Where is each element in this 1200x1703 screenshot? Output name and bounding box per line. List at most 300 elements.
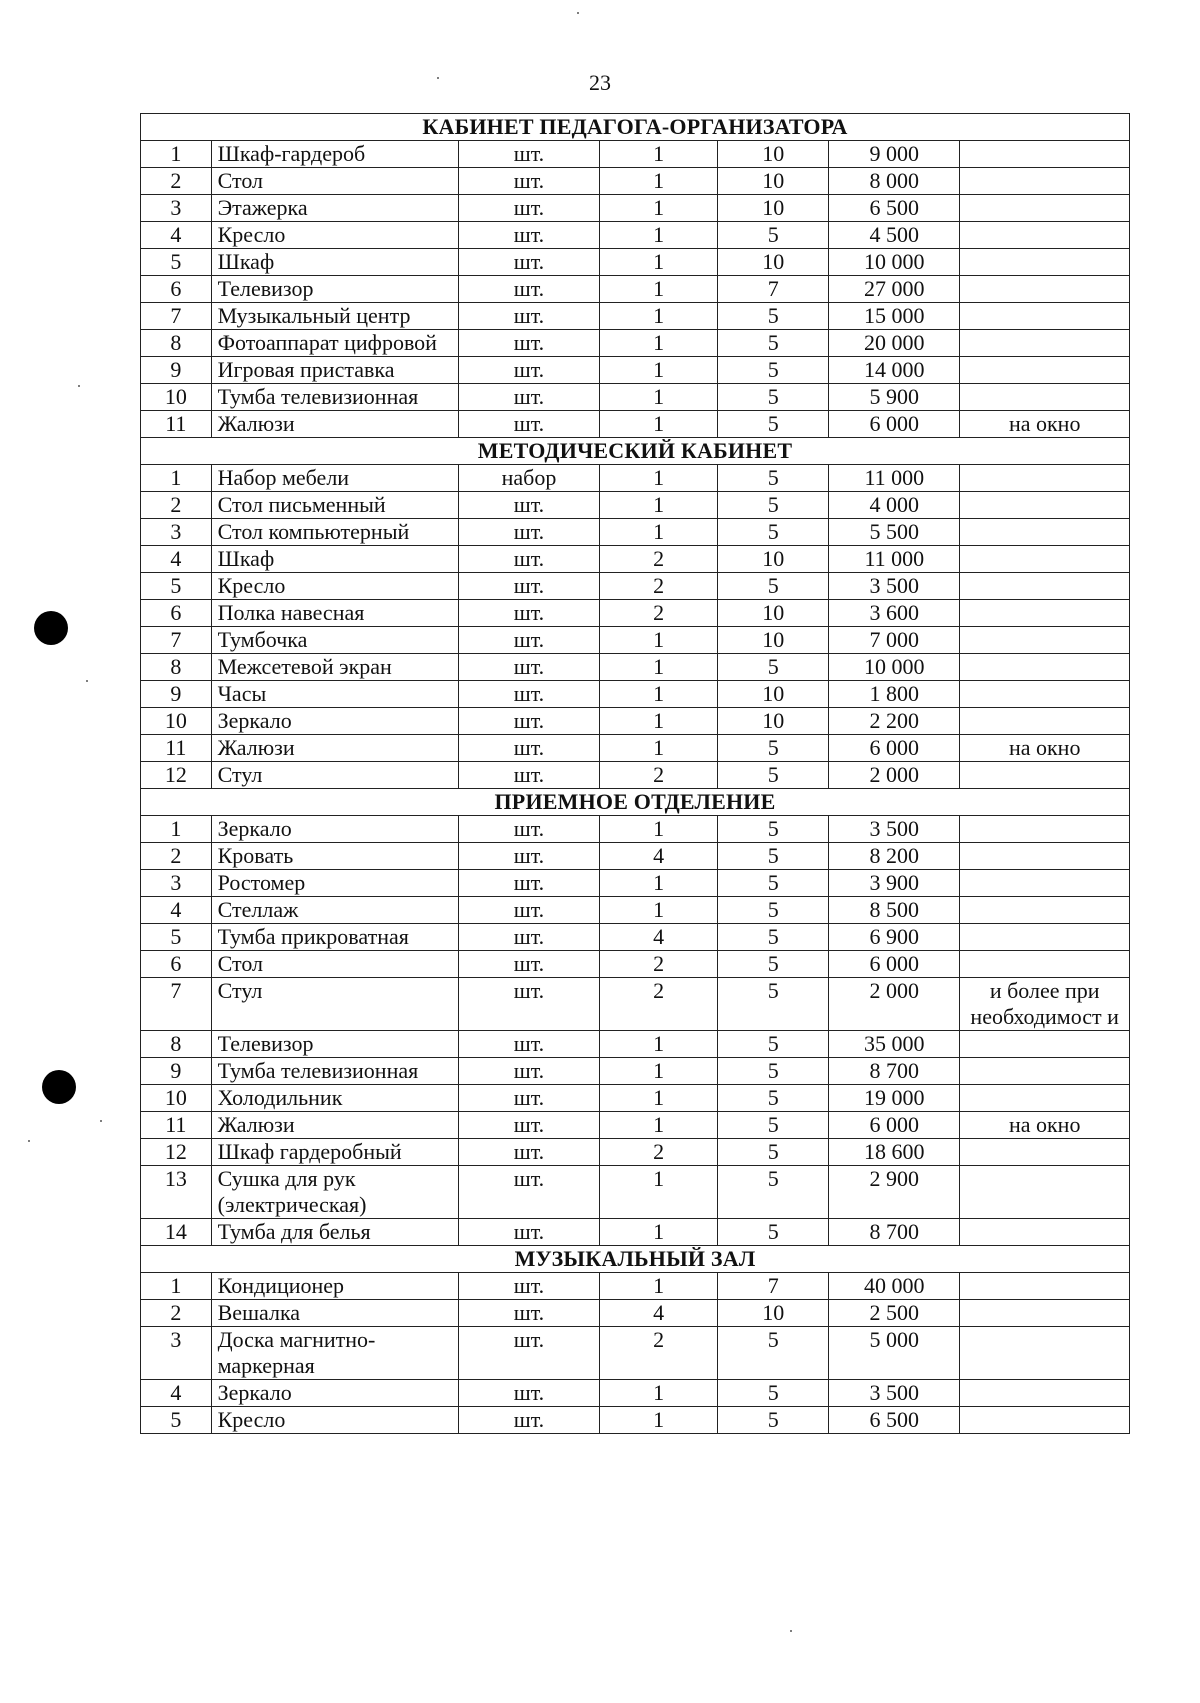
unit-cell: шт. xyxy=(458,600,599,627)
service-life-cell: 10 xyxy=(718,1300,829,1327)
row-number-cell: 4 xyxy=(141,1380,212,1407)
price-cell: 11 000 xyxy=(829,465,960,492)
row-number-cell: 6 xyxy=(141,600,212,627)
note-cell xyxy=(960,924,1130,951)
item-name-cell: Тумбочка xyxy=(211,627,458,654)
section-header-row xyxy=(141,114,1130,141)
row-number-cell: 5 xyxy=(141,573,212,600)
unit-cell: шт. xyxy=(458,1112,599,1139)
unit-cell: шт. xyxy=(458,276,599,303)
note-cell xyxy=(960,1327,1130,1380)
note-cell xyxy=(960,870,1130,897)
unit-cell: шт. xyxy=(458,546,599,573)
price-cell: 3 500 xyxy=(829,573,960,600)
inventory-table xyxy=(140,113,1130,1434)
item-name-cell: Сушка для рук (электрическая) xyxy=(211,1166,458,1219)
table-row xyxy=(141,924,1130,951)
quantity-cell: 1 xyxy=(600,708,718,735)
quantity-cell: 4 xyxy=(600,1300,718,1327)
table-row xyxy=(141,330,1130,357)
table-row xyxy=(141,465,1130,492)
note-cell xyxy=(960,1085,1130,1112)
service-life-cell: 5 xyxy=(718,1112,829,1139)
table-row xyxy=(141,708,1130,735)
row-number-cell: 11 xyxy=(141,411,212,438)
scan-speck xyxy=(86,680,88,682)
item-name-cell: Шкаф xyxy=(211,249,458,276)
page-number: 23 xyxy=(589,70,611,95)
quantity-cell: 1 xyxy=(600,384,718,411)
service-life-cell: 5 xyxy=(718,357,829,384)
service-life-cell: 5 xyxy=(718,384,829,411)
table-row xyxy=(141,1407,1130,1434)
row-number-cell: 12 xyxy=(141,762,212,789)
note-cell: и более при необходимост и xyxy=(960,978,1130,1031)
punch-hole xyxy=(34,611,68,645)
quantity-cell: 1 xyxy=(600,222,718,249)
quantity-cell: 1 xyxy=(600,897,718,924)
note-cell xyxy=(960,168,1130,195)
item-name-cell: Межсетевой экран xyxy=(211,654,458,681)
row-number-cell: 2 xyxy=(141,1300,212,1327)
row-number-cell: 2 xyxy=(141,843,212,870)
table-row xyxy=(141,168,1130,195)
service-life-cell: 5 xyxy=(718,1085,829,1112)
table-row xyxy=(141,897,1130,924)
unit-cell: шт. xyxy=(458,897,599,924)
price-cell: 2 200 xyxy=(829,708,960,735)
service-life-cell: 5 xyxy=(718,492,829,519)
quantity-cell: 2 xyxy=(600,600,718,627)
service-life-cell: 10 xyxy=(718,141,829,168)
item-name-cell: Холодильник xyxy=(211,1085,458,1112)
quantity-cell: 1 xyxy=(600,330,718,357)
note-cell xyxy=(960,492,1130,519)
item-name-cell: Зеркало xyxy=(211,816,458,843)
item-name-cell: Доска магнитно-маркерная xyxy=(211,1327,458,1380)
quantity-cell: 1 xyxy=(600,816,718,843)
row-number-cell: 3 xyxy=(141,870,212,897)
unit-cell: шт. xyxy=(458,411,599,438)
unit-cell: шт. xyxy=(458,249,599,276)
table-row xyxy=(141,141,1130,168)
quantity-cell: 2 xyxy=(600,951,718,978)
quantity-cell: 1 xyxy=(600,1380,718,1407)
item-name-cell: Зеркало xyxy=(211,708,458,735)
service-life-cell: 5 xyxy=(718,816,829,843)
service-life-cell: 5 xyxy=(718,519,829,546)
note-cell xyxy=(960,654,1130,681)
scan-speck xyxy=(100,1120,102,1122)
table-row xyxy=(141,546,1130,573)
price-cell: 15 000 xyxy=(829,303,960,330)
quantity-cell: 2 xyxy=(600,1139,718,1166)
table-row xyxy=(141,411,1130,438)
table-row xyxy=(141,1219,1130,1246)
quantity-cell: 1 xyxy=(600,627,718,654)
row-number-cell: 5 xyxy=(141,249,212,276)
table-row xyxy=(141,492,1130,519)
quantity-cell: 1 xyxy=(600,1112,718,1139)
service-life-cell: 5 xyxy=(718,1327,829,1380)
unit-cell: шт. xyxy=(458,1300,599,1327)
price-cell: 19 000 xyxy=(829,1085,960,1112)
quantity-cell: 2 xyxy=(600,978,718,1031)
price-cell: 6 900 xyxy=(829,924,960,951)
row-number-cell: 11 xyxy=(141,735,212,762)
unit-cell: шт. xyxy=(458,681,599,708)
item-name-cell: Кресло xyxy=(211,1407,458,1434)
item-name-cell: Часы xyxy=(211,681,458,708)
price-cell: 27 000 xyxy=(829,276,960,303)
item-name-cell: Стол xyxy=(211,951,458,978)
unit-cell: шт. xyxy=(458,1058,599,1085)
service-life-cell: 5 xyxy=(718,1380,829,1407)
price-cell: 4 000 xyxy=(829,492,960,519)
item-name-cell: Тумба прикроватная xyxy=(211,924,458,951)
table-row xyxy=(141,1166,1130,1219)
service-life-cell: 5 xyxy=(718,1139,829,1166)
row-number-cell: 3 xyxy=(141,195,212,222)
row-number-cell: 1 xyxy=(141,1273,212,1300)
note-cell xyxy=(960,249,1130,276)
table-row xyxy=(141,816,1130,843)
price-cell: 6 500 xyxy=(829,1407,960,1434)
section-title: КАБИНЕТ ПЕДАГОГА-ОРГАНИЗАТОРА xyxy=(141,114,1130,141)
unit-cell: шт. xyxy=(458,303,599,330)
item-name-cell: Кондиционер xyxy=(211,1273,458,1300)
table-row xyxy=(141,1112,1130,1139)
note-cell xyxy=(960,1407,1130,1434)
service-life-cell: 5 xyxy=(718,735,829,762)
table-row xyxy=(141,249,1130,276)
inventory-table-body xyxy=(141,114,1130,1434)
row-number-cell: 5 xyxy=(141,924,212,951)
price-cell: 11 000 xyxy=(829,546,960,573)
unit-cell: шт. xyxy=(458,870,599,897)
note-cell xyxy=(960,1273,1130,1300)
service-life-cell: 5 xyxy=(718,843,829,870)
section-title: МЕТОДИЧЕСКИЙ КАБИНЕТ xyxy=(141,438,1130,465)
quantity-cell: 1 xyxy=(600,735,718,762)
item-name-cell: Стул xyxy=(211,978,458,1031)
service-life-cell: 5 xyxy=(718,222,829,249)
row-number-cell: 8 xyxy=(141,654,212,681)
item-name-cell: Стол xyxy=(211,168,458,195)
scan-speck xyxy=(437,77,439,79)
row-number-cell: 13 xyxy=(141,1166,212,1219)
section-title: ПРИЕМНОЕ ОТДЕЛЕНИЕ xyxy=(141,789,1130,816)
price-cell: 3 500 xyxy=(829,1380,960,1407)
scan-speck xyxy=(577,12,579,14)
service-life-cell: 5 xyxy=(718,951,829,978)
item-name-cell: Жалюзи xyxy=(211,411,458,438)
row-number-cell: 10 xyxy=(141,1085,212,1112)
service-life-cell: 10 xyxy=(718,195,829,222)
quantity-cell: 1 xyxy=(600,681,718,708)
unit-cell: шт. xyxy=(458,519,599,546)
note-cell xyxy=(960,276,1130,303)
quantity-cell: 1 xyxy=(600,195,718,222)
quantity-cell: 4 xyxy=(600,924,718,951)
price-cell: 4 500 xyxy=(829,222,960,249)
scan-speck xyxy=(790,1630,792,1632)
row-number-cell: 7 xyxy=(141,303,212,330)
price-cell: 3 900 xyxy=(829,870,960,897)
price-cell: 8 000 xyxy=(829,168,960,195)
row-number-cell: 1 xyxy=(141,141,212,168)
unit-cell: шт. xyxy=(458,1380,599,1407)
table-row xyxy=(141,1300,1130,1327)
service-life-cell: 5 xyxy=(718,762,829,789)
row-number-cell: 10 xyxy=(141,708,212,735)
quantity-cell: 1 xyxy=(600,465,718,492)
note-cell xyxy=(960,1166,1130,1219)
quantity-cell: 2 xyxy=(600,546,718,573)
unit-cell: шт. xyxy=(458,195,599,222)
note-cell xyxy=(960,1031,1130,1058)
item-name-cell: Жалюзи xyxy=(211,1112,458,1139)
price-cell: 6 000 xyxy=(829,735,960,762)
note-cell: на окно xyxy=(960,1112,1130,1139)
item-name-cell: Стол письменный xyxy=(211,492,458,519)
note-cell xyxy=(960,357,1130,384)
unit-cell: шт. xyxy=(458,951,599,978)
item-name-cell: Тумба телевизионная xyxy=(211,384,458,411)
quantity-cell: 1 xyxy=(600,1407,718,1434)
unit-cell: шт. xyxy=(458,1085,599,1112)
table-row xyxy=(141,1327,1130,1380)
row-number-cell: 14 xyxy=(141,1219,212,1246)
service-life-cell: 10 xyxy=(718,708,829,735)
unit-cell: шт. xyxy=(458,330,599,357)
price-cell: 1 800 xyxy=(829,681,960,708)
price-cell: 20 000 xyxy=(829,330,960,357)
price-cell: 6 000 xyxy=(829,1112,960,1139)
unit-cell: шт. xyxy=(458,762,599,789)
unit-cell: набор xyxy=(458,465,599,492)
unit-cell: шт. xyxy=(458,978,599,1031)
note-cell xyxy=(960,762,1130,789)
service-life-cell: 5 xyxy=(718,870,829,897)
unit-cell: шт. xyxy=(458,654,599,681)
service-life-cell: 10 xyxy=(718,627,829,654)
quantity-cell: 1 xyxy=(600,1219,718,1246)
item-name-cell: Кресло xyxy=(211,222,458,249)
price-cell: 14 000 xyxy=(829,357,960,384)
item-name-cell: Телевизор xyxy=(211,1031,458,1058)
service-life-cell: 5 xyxy=(718,303,829,330)
note-cell xyxy=(960,843,1130,870)
item-name-cell: Музыкальный центр xyxy=(211,303,458,330)
unit-cell: шт. xyxy=(458,627,599,654)
quantity-cell: 1 xyxy=(600,1273,718,1300)
table-row xyxy=(141,195,1130,222)
item-name-cell: Ростомер xyxy=(211,870,458,897)
table-row xyxy=(141,1139,1130,1166)
table-row xyxy=(141,222,1130,249)
service-life-cell: 5 xyxy=(718,573,829,600)
note-cell xyxy=(960,897,1130,924)
table-row xyxy=(141,600,1130,627)
note-cell xyxy=(960,384,1130,411)
note-cell xyxy=(960,1058,1130,1085)
price-cell: 3 500 xyxy=(829,816,960,843)
service-life-cell: 5 xyxy=(718,1031,829,1058)
item-name-cell: Стеллаж xyxy=(211,897,458,924)
unit-cell: шт. xyxy=(458,573,599,600)
quantity-cell: 1 xyxy=(600,1085,718,1112)
unit-cell: шт. xyxy=(458,924,599,951)
note-cell xyxy=(960,681,1130,708)
table-row xyxy=(141,1058,1130,1085)
price-cell: 2 000 xyxy=(829,978,960,1031)
row-number-cell: 9 xyxy=(141,681,212,708)
unit-cell: шт. xyxy=(458,222,599,249)
row-number-cell: 12 xyxy=(141,1139,212,1166)
note-cell: на окно xyxy=(960,411,1130,438)
service-life-cell: 5 xyxy=(718,411,829,438)
note-cell xyxy=(960,222,1130,249)
table-row xyxy=(141,1031,1130,1058)
price-cell: 10 000 xyxy=(829,654,960,681)
price-cell: 5 500 xyxy=(829,519,960,546)
item-name-cell: Тумба для белья xyxy=(211,1219,458,1246)
unit-cell: шт. xyxy=(458,168,599,195)
row-number-cell: 2 xyxy=(141,492,212,519)
service-life-cell: 7 xyxy=(718,276,829,303)
unit-cell: шт. xyxy=(458,735,599,762)
service-life-cell: 10 xyxy=(718,681,829,708)
unit-cell: шт. xyxy=(458,816,599,843)
item-name-cell: Вешалка xyxy=(211,1300,458,1327)
row-number-cell: 3 xyxy=(141,1327,212,1380)
item-name-cell: Полка навесная xyxy=(211,600,458,627)
price-cell: 6 000 xyxy=(829,411,960,438)
item-name-cell: Кресло xyxy=(211,573,458,600)
table-row xyxy=(141,1380,1130,1407)
row-number-cell: 3 xyxy=(141,519,212,546)
row-number-cell: 7 xyxy=(141,978,212,1031)
item-name-cell: Стол компьютерный xyxy=(211,519,458,546)
service-life-cell: 5 xyxy=(718,897,829,924)
service-life-cell: 5 xyxy=(718,654,829,681)
note-cell xyxy=(960,816,1130,843)
scan-speck xyxy=(78,385,80,387)
unit-cell: шт. xyxy=(458,1031,599,1058)
price-cell: 35 000 xyxy=(829,1031,960,1058)
note-cell xyxy=(960,330,1130,357)
item-name-cell: Кровать xyxy=(211,843,458,870)
price-cell: 9 000 xyxy=(829,141,960,168)
unit-cell: шт. xyxy=(458,843,599,870)
table-row xyxy=(141,843,1130,870)
unit-cell: шт. xyxy=(458,384,599,411)
table-row xyxy=(141,681,1130,708)
item-name-cell: Этажерка xyxy=(211,195,458,222)
quantity-cell: 1 xyxy=(600,357,718,384)
punch-hole xyxy=(42,1070,76,1104)
row-number-cell: 10 xyxy=(141,384,212,411)
row-number-cell: 9 xyxy=(141,1058,212,1085)
quantity-cell: 1 xyxy=(600,1058,718,1085)
item-name-cell: Зеркало xyxy=(211,1380,458,1407)
table-row xyxy=(141,1273,1130,1300)
table-row xyxy=(141,276,1130,303)
row-number-cell: 7 xyxy=(141,627,212,654)
row-number-cell: 2 xyxy=(141,168,212,195)
quantity-cell: 1 xyxy=(600,276,718,303)
price-cell: 6 500 xyxy=(829,195,960,222)
note-cell xyxy=(960,600,1130,627)
price-cell: 8 200 xyxy=(829,843,960,870)
price-cell: 8 700 xyxy=(829,1058,960,1085)
service-life-cell: 5 xyxy=(718,924,829,951)
price-cell: 3 600 xyxy=(829,600,960,627)
item-name-cell: Шкаф гардеробный xyxy=(211,1139,458,1166)
note-cell xyxy=(960,627,1130,654)
note-cell xyxy=(960,546,1130,573)
note-cell xyxy=(960,519,1130,546)
item-name-cell: Фотоаппарат цифровой xyxy=(211,330,458,357)
service-life-cell: 10 xyxy=(718,600,829,627)
section-header-row xyxy=(141,438,1130,465)
quantity-cell: 1 xyxy=(600,249,718,276)
item-name-cell: Шкаф-гардероб xyxy=(211,141,458,168)
item-name-cell: Шкаф xyxy=(211,546,458,573)
service-life-cell: 5 xyxy=(718,1219,829,1246)
item-name-cell: Набор мебели xyxy=(211,465,458,492)
item-name-cell: Тумба телевизионная xyxy=(211,1058,458,1085)
section-header-row xyxy=(141,1246,1130,1273)
service-life-cell: 5 xyxy=(718,465,829,492)
service-life-cell: 10 xyxy=(718,168,829,195)
price-cell: 2 500 xyxy=(829,1300,960,1327)
quantity-cell: 1 xyxy=(600,411,718,438)
row-number-cell: 8 xyxy=(141,330,212,357)
service-life-cell: 7 xyxy=(718,1273,829,1300)
quantity-cell: 1 xyxy=(600,303,718,330)
row-number-cell: 1 xyxy=(141,465,212,492)
service-life-cell: 5 xyxy=(718,978,829,1031)
quantity-cell: 4 xyxy=(600,843,718,870)
note-cell xyxy=(960,303,1130,330)
price-cell: 5 900 xyxy=(829,384,960,411)
table-row xyxy=(141,384,1130,411)
table-row xyxy=(141,357,1130,384)
note-cell xyxy=(960,195,1130,222)
quantity-cell: 1 xyxy=(600,1166,718,1219)
unit-cell: шт. xyxy=(458,1407,599,1434)
row-number-cell: 8 xyxy=(141,1031,212,1058)
note-cell xyxy=(960,1139,1130,1166)
table-row xyxy=(141,627,1130,654)
price-cell: 40 000 xyxy=(829,1273,960,1300)
service-life-cell: 5 xyxy=(718,330,829,357)
unit-cell: шт. xyxy=(458,1166,599,1219)
table-row xyxy=(141,573,1130,600)
quantity-cell: 2 xyxy=(600,762,718,789)
price-cell: 5 000 xyxy=(829,1327,960,1380)
table-row xyxy=(141,519,1130,546)
note-cell xyxy=(960,1380,1130,1407)
section-header-row xyxy=(141,789,1130,816)
quantity-cell: 1 xyxy=(600,492,718,519)
unit-cell: шт. xyxy=(458,1327,599,1380)
note-cell xyxy=(960,1219,1130,1246)
quantity-cell: 1 xyxy=(600,654,718,681)
item-name-cell: Телевизор xyxy=(211,276,458,303)
